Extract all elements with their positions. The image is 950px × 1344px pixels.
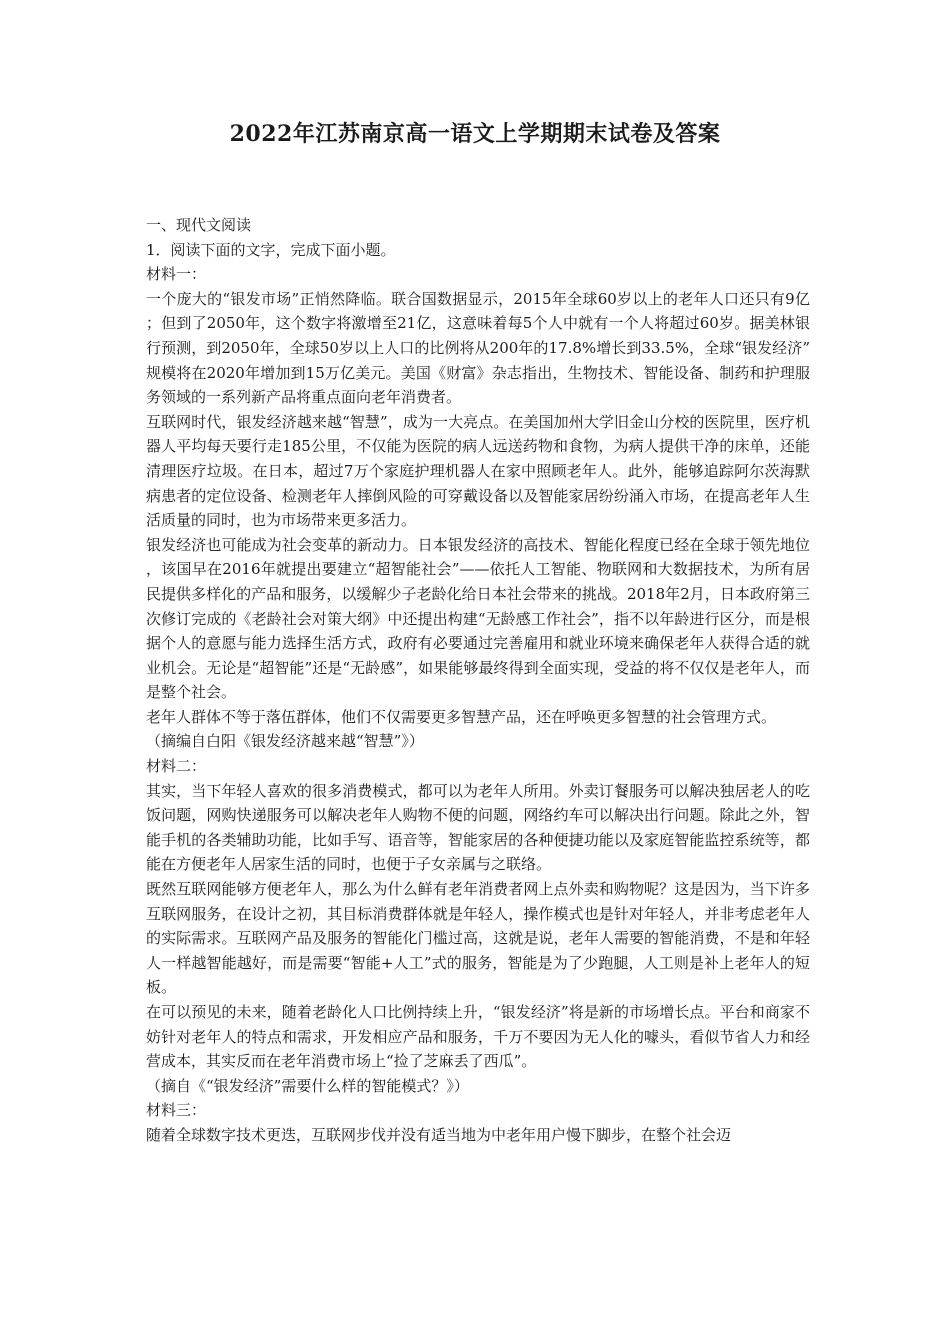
material-label-2: 材料二： bbox=[146, 757, 207, 776]
paragraph: 一个庞大的“银发市场”正悄然降临。联合国数据显示，2015年全球60岁以上的老年人口还只有9亿；但到了2050年，这个数字将激增至21亿，这意味着每5个人中就有一个人将超过60岁。据美林银行预测，到2050年，全球50岁以上人口的比例将从200年的17.8%增长到33.5%，全球“银发经济”规模将在2020年增加到15万亿美元。美国《财富》杂志指出，生物技术、智能设备、制药和护理服务领域的一系列新产品将重点面向老年消费者。 bbox=[146, 289, 810, 407]
paragraph: 既然互联网能够方便老年人，那么为什么鲜有老年消费者网上点外卖和购物呢？这是因为，当下许多互联网服务，在设计之初，其目标消费群体就是年轻人，操作模式也是针对年轻人，并非考虑老年人的实际需求。互联网产品及服务的智能化门槛过高，这就是说，老年人需要的智能消费，不是和年轻人一样越智能越好，而是需要“智能+人工”式的服务，智能是为了少跑腿，人工则是补上老年人的短板。 bbox=[146, 880, 810, 997]
paragraph: 互联网时代，银发经济越来越“智慧”，成为一大亮点。在美国加州大学旧金山分校的医院里，医疗机器人平均每天要行走185公里，不仅能为医院的病人远送药物和食物，为病人提供干净的床单，还能清理医疗垃圾。在日本，超过7万个家庭护理机器人在家中照顾老年人。此外，能够追踪阿尔茨海默病患者的定位设备、检测老年人摔倒风险的可穿戴设备以及智能家居纷纷涌入市场，在提高老年人生活质量的同时，也为市场带来更多活力。 bbox=[146, 412, 810, 530]
document-body bbox=[146, 213, 810, 1148]
source-citation: （摘自《“银发经济”需要什么样的智能模式？》） bbox=[146, 1076, 469, 1095]
material-label-1: 材料一： bbox=[146, 265, 207, 284]
paragraph: 其实，当下年轻人喜欢的很多消费模式，都可以为老年人所用。外卖订餐服务可以解决独居老人的吃饭问题，网购快递服务可以解决老年人购物不便的问题，网络约车可以解决出行问题。除此之外，智能手机的各类辅助功能，比如手写、语音等，智能家居的各种便捷功能以及家庭智能监控系统等，都能在方便老年人居家生活的同时，也便于子女亲属与之联络。 bbox=[146, 781, 810, 874]
source-citation: （摘编自白阳《银发经济越来越“智慧”》） bbox=[146, 732, 424, 751]
question-instruction: 1．阅读下面的文字，完成下面小题。 bbox=[146, 240, 396, 259]
paragraph: 老年人群体不等于落伍群体，他们不仅需要更多智慧产品，还在呼唤更多智慧的社会管理方式。 bbox=[146, 707, 777, 726]
section-heading: 一、现代文阅读 bbox=[146, 216, 252, 234]
paragraph: 随着全球数字技术更迭，互联网步伐并没有适当地为中老年用户慢下脚步，在整个社会迈 bbox=[146, 1125, 732, 1144]
material-label-3: 材料三： bbox=[146, 1101, 207, 1120]
paragraph: 银发经济也可能成为社会变革的新动力。日本银发经济的高技术、智能化程度已经在全球于领先地位，该国早在2016年就提出要建立“超智能社会”——依托人工智能、物联网和大数据技术，为所有居民提供多样化的产品和服务，以缓解少子老龄化给日本社会带来的挑战。2018年2月，日本政府第三次修订完成的《老龄社会对策大纲》中还提出构建“无龄感工作社会”，指不以年龄进行区分，而是根据个人的意愿与能力选择生活方式，政府有必要通过完善雇用和就业环境来确保老年人获得合适的就业机会。无论是“超智能”还是“无龄感”，如果能够最终得到全面实现，受益的将不仅仅是老年人，而是整个社会。 bbox=[146, 535, 810, 702]
paragraph: 在可以预见的未来，随着老龄化人口比例持续上升，“银发经济”将是新的市场增长点。平台和商家不妨针对老年人的特点和需求，开发相应产品和服务，千万不要因为无人化的噱头，看似节省人力和经营成本，其实反而在老年消费市场上“捡了芝麻丢了西瓜”。 bbox=[146, 1003, 810, 1071]
document-title: 2022年江苏南京高一语文上学期期末试卷及答案 bbox=[229, 121, 721, 147]
